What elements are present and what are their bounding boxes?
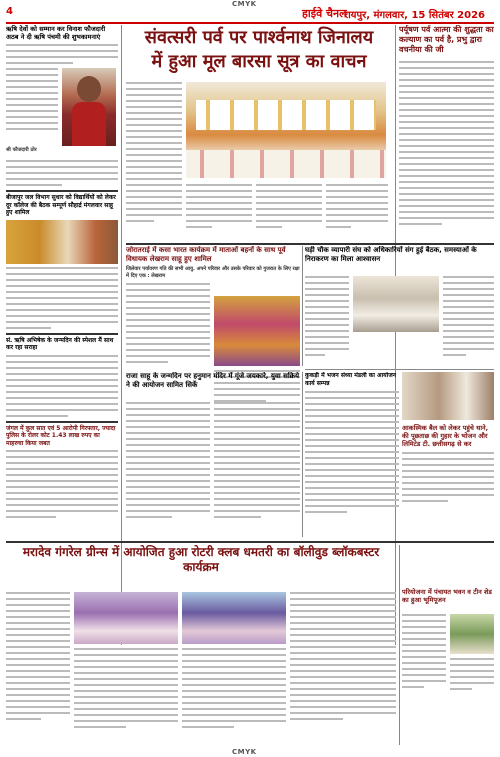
kukdi-headline: कुकड़ी में भजन संध्या मंडली का आयोजन कार्य सम्पन्न (305, 372, 396, 387)
masthead-rule (6, 22, 494, 24)
cmyk-mark-top: CMYK (232, 0, 257, 8)
traders-meeting-photo (353, 276, 439, 332)
rotary-story (6, 592, 396, 742)
rotary-photo-2 (182, 592, 286, 644)
jain-ceremony-photo (186, 82, 386, 178)
portrait-photo (62, 68, 116, 146)
center-subhead: जिलेवार पर्यावरण गति की सभी आयु. अपने परिवार और उसके परिवार को गुजरात के लिए रक्षा में दिए एक : लेखराम (126, 266, 300, 279)
rotary-headline: मरादेव गंगरेल ग्रीन्स में आयोजित हुआ रोटरी क्लब धमतरी का बॉलीवुड ब्लॉकबस्टर कार्यक्रम (22, 545, 380, 574)
left-low-body (6, 450, 118, 518)
left-top-headline: ऋषि देवों को सम्मान कर विनाश फौजदारी अठब ने दी ऋषि पंचमी की शुभकामनाएं (6, 25, 106, 41)
main-headline-line2: में हुआ मूल बारसा सूत्र का वाचन (151, 51, 367, 72)
paper-name: हाईवे चैनल (302, 7, 347, 20)
raja-headline: राजा साहू के जन्मदिन पर हनुमान मंदिर में गूंजे जयकारे, युवा सक्रिये ने की आयोजन सामित सिर्के (126, 372, 300, 389)
women-event-photo (214, 296, 300, 366)
aanganwadi-headline: आकस्मिक बैल को लेकर पहुंचे थाने, की पूछताछ की गुहार के भोजन और लिमिटेड टी. छत्तीसगढ़ से कर (402, 424, 489, 448)
meeting-photo-2 (402, 372, 494, 420)
rotary-headline-block (6, 545, 396, 589)
right-top-story (399, 25, 494, 230)
left-mid2-headline: सं. ऋषि अभिषेक के जन्मदिन की स्पेशल मैं साथ कर रहा सराहा (6, 336, 114, 351)
left-mid2-body (6, 355, 118, 417)
raja-sahu-story (126, 372, 300, 537)
portrait-caption-name: श्री फौजदारी ठोर (6, 147, 37, 153)
pariyojana-story (402, 588, 494, 743)
page-number: 4 (6, 6, 13, 17)
left-low-headline: जंगल में कुल सात एवं 5 आरोपी गिरफ्तार, ज्यादा पुलिस के रोलर कोट 1.43 लाख रुपए का माहरुचा किया जबत (6, 424, 116, 447)
cmyk-mark-bottom: CMYK (232, 748, 257, 756)
right-top-headline: पर्यूषण पर्व आत्मा की शुद्धता का कल्याण का पर्व है, प्रभु द्वारा वचनीया की जी (399, 25, 494, 54)
center-headline: जोरातराई में कसा भारत कार्यक्रम में माताओं बहनों के साथ पूर्व विधायक लेखराम साहू हुए शामिल (126, 246, 286, 263)
main-headline-line1: संवत्सरी पर्व पर पार्श्वनाथ जिनालय (144, 27, 374, 48)
masthead (6, 6, 494, 20)
left-top-block (6, 68, 118, 158)
left-mid-headline: बीजापुर जल विभाग सुधार को विद्यार्थियों को लेकर दूर कॉलेज की बैठक सम्पूर्ण सौहार्द्र मंगलवार साहू हुए शामिल (6, 194, 116, 216)
left-top-body-2 (6, 160, 118, 186)
students-photo (6, 220, 118, 264)
left-top-body (6, 44, 118, 64)
left-mid-body (6, 267, 118, 329)
ghadi-chowk-headline: घड़ी चौक व्यापारी संघ को अधिकारियों संग हुई बैठक, समस्याओं के निराकरण का मिला आश्वासन (305, 246, 477, 263)
ghadi-chowk-story (305, 246, 494, 368)
main-headline-block (126, 26, 392, 78)
main-story (126, 82, 392, 242)
bhoomipujan-photo (450, 614, 494, 654)
pariyojana-headline: परियोजना में पंचायत भवन व टीन शेड का हुआ भूमिपूजन (402, 588, 492, 604)
aanganwadi-story (402, 424, 494, 539)
rotary-photo-1 (74, 592, 178, 644)
edition-date: रायपुर, मंगलवार, 15 सितंबर 2026 (344, 10, 486, 21)
kukdi-story (305, 372, 399, 537)
